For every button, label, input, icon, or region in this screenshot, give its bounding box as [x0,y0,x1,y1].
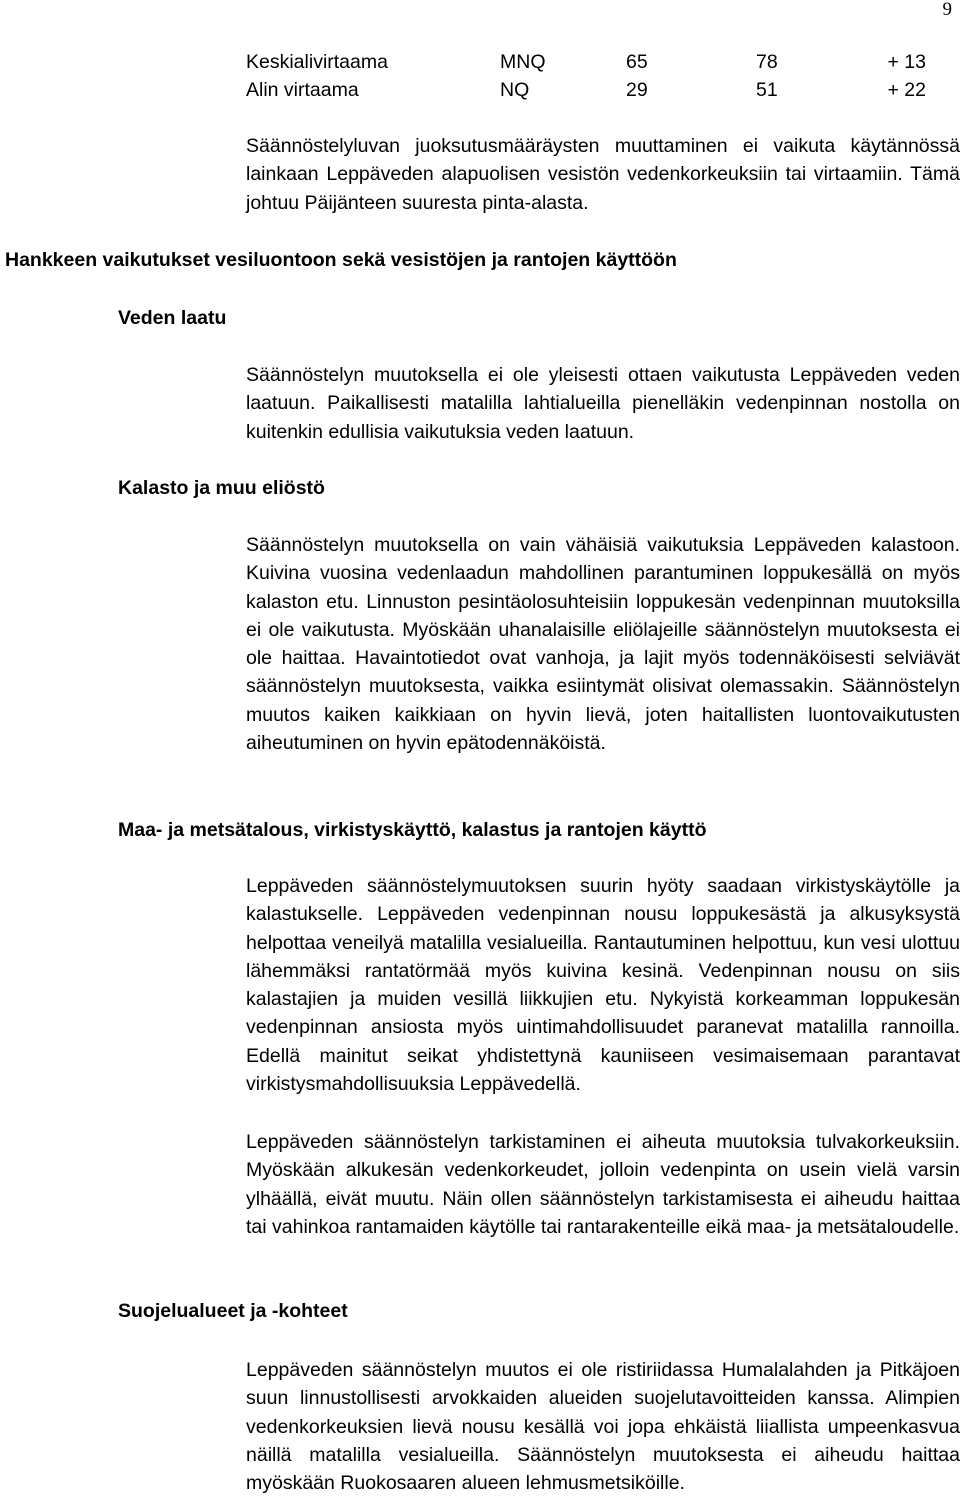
flow-value-1: 29 [626,79,648,101]
land-use-heading: Maa- ja metsätalous, virkistyskäyttö, kalastus ja rantojen käyttö [118,819,707,841]
protected-areas-paragraph: Leppäveden säännöstelyn muutos ei ole ristiriidassa Humalalahden ja Pitkäjoen suun linnustollisesti arvokkaiden alueiden suojelutavoitteiden kanssa. Alimpien vedenkorkeuksien lievä nousu kesällä voi jopa ehkäistä liiallista umpeenkasvua näillä matalilla vesialueilla. Säännöstelyn muutoksesta ei aiheudu haittaa myöskään Ruokosaaren alueen lehmusmetsiköille. [246,1359,960,1495]
fish-paragraph: Säännöstelyn muutoksella on vain vähäisiä vaikutuksia Leppäveden kalastoon. Kuivina vuosina vedenlaadun mahdollinen parantuminen loppukesällä on myös kalaston etu. Linnuston pesintäolosuhteisiin loppukesän vedenpinnan muutoksilla ei ole vaikutusta. Myöskään uhanalaisille eliölajeille säännöstelyn muutoksesta ei ole haittaa. Havaintotiedot ovat vanhoja, ja lajit myös todennäköisesti selviävät säännöstelyn muutoksesta, vaikka esiintymät olisivat olemassakin. Säännöstelyn muutos kaiken kaikkiaan on hyvin lievä, joten haitallisten luontovaikutusten aiheutuminen on hyvin epätodennäköistä. [246,534,960,755]
flow-change: + 22 [887,79,926,101]
flow-label: Keskialivirtaama [246,51,388,73]
recreation-paragraph-2: Leppäveden säännöstelyn tarkistaminen ei aiheuta muutoksia tulvakorkeuksiin. Myöskään alkukesän vedenkorkeudet, jolloin vedenpinta on usein vielä varsin ylhäällä, eivät muutu. Näin ollen säännöstelyn tarkistamisesta ei aiheudu haittaa tai vahinkoa rantamaiden käytölle tai rantarakenteille eikä maa- ja metsätaloudelle. [246,1131,960,1238]
flow-row [246,48,926,76]
flow-change: + 13 [887,51,926,73]
flow-table [246,48,926,104]
page-number: 9 [942,0,952,20]
flow-value-2: 51 [756,79,778,101]
flow-value-1: 65 [626,51,648,73]
protected-areas-heading: Suojelualueet ja -kohteet [118,1300,348,1322]
flow-value-2: 78 [756,51,778,73]
water-quality-heading: Veden laatu [118,307,227,329]
water-quality-paragraph: Säännöstelyn muutoksella ei ole yleisesti ottaen vaikutusta Leppäveden veden laatuun. Paikallisesti matalilla lahtialueilla pienelläkin vedenpinnan nostolla on kuitenkin edullisia vaikutuksia veden laatuun. [246,364,960,443]
main-section-heading: Hankkeen vaikutukset vesiluontoon sekä vesistöjen ja rantojen käyttöön [5,249,677,271]
flow-symbol: MNQ [500,51,546,73]
flow-label: Alin virtaama [246,79,359,101]
flow-symbol: NQ [500,79,530,101]
recreation-paragraph-1: Leppäveden säännöstelymuutoksen suurin hyöty saadaan virkistyskäytölle ja kalastukselle. Leppäveden vedenpinnan nousu loppukesästä ja alkusyksystä helpottaa veneilyä matalilla vesialueilla. Rantautuminen helpottuu, kun vesi ulottuu lähemmäksi rantatörmää myös kuivina kesinä. Vedenpinnan nousu on siis kalastajien ja muiden vesillä liikkujien etu. Nykyistä korkeamman loppukesän vedenpinnan ansiosta myös uintimahdollisuudet paranevat matalilla rannoilla. Edellä mainitut seikat yhdistettynä kauniiseen vesimaisemaan parantavat virkistysmahdollisuuksia Leppävedellä. [246,875,960,1096]
fish-heading: Kalasto ja muu eliöstö [118,477,325,499]
regulation-permit-paragraph: Säännöstelyluvan juoksutusmääräysten muuttaminen ei vaikuta käytännössä lainkaan Leppäveden alapuolisen vesistön vedenkorkeuksiin tai virtaamiin. Tämä johtuu Päijänteen suuresta pinta-alasta. [246,135,960,214]
flow-row [246,76,926,104]
